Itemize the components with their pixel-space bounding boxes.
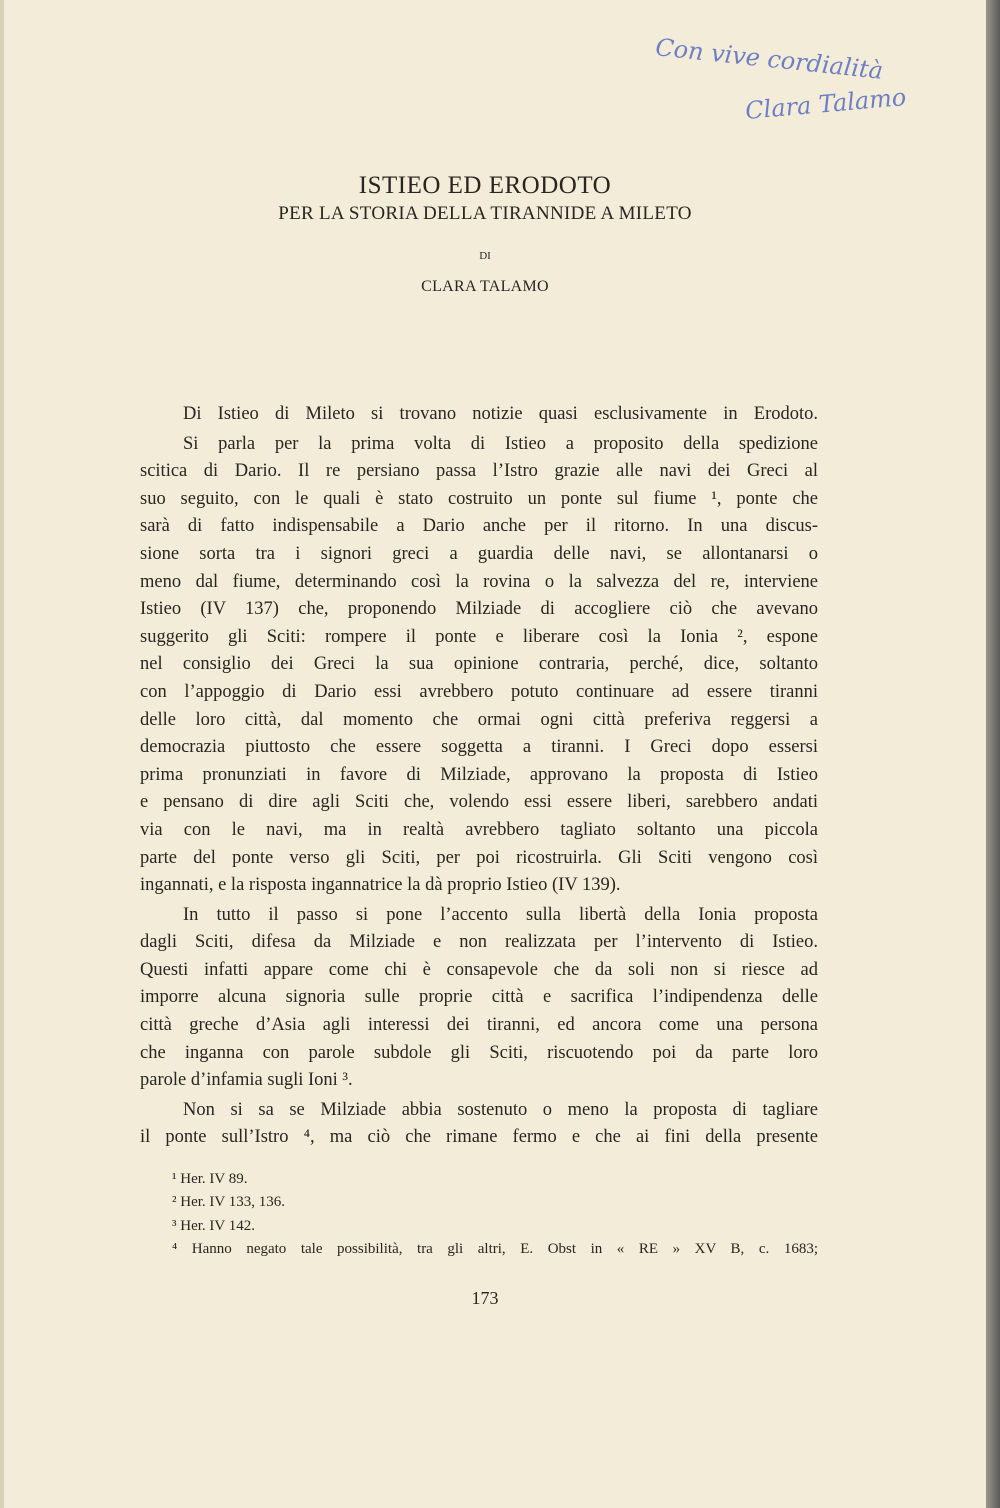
text-line: nel consiglio dei Greci la sua opinione contraria, perché, dice, soltanto (140, 654, 818, 675)
text-line: Si parla per la prima volta di Istieo a proposito della spedizione (183, 433, 818, 454)
text-line: suggerito gli Sciti: rompere il ponte e liberare così la Ionia ², espone (140, 626, 818, 647)
text-line: delle loro città, dal momento che ormai ogni città preferiva reggersi a (140, 709, 818, 730)
text-line: Questi infatti appare come chi è consapevole che da soli non si riesce ad (140, 959, 818, 980)
text-line: parte del ponte verso gli Sciti, per poi ricostruirla. Gli Sciti vengono così (140, 847, 818, 868)
text-line: ingannati, e la risposta ingannatrice la dà proprio Istieo (IV 139). (140, 875, 621, 896)
text-line: sione sorta tra i signori greci a guardia delle navi, se allontanarsi o (140, 543, 818, 564)
text-line: dagli Sciti, difesa da Milziade e non realizzata per l’intervento di Istieo. (140, 932, 818, 953)
byline-di: DI (479, 250, 491, 262)
text-line: democrazia piuttosto che essere soggetta a tiranni. I Greci dopo essersi (140, 737, 818, 758)
text-line: città greche d’Asia agli interessi dei tiranni, ed ancora come una persona (140, 1015, 818, 1036)
footnote: ² Her. IV 133, 136. (172, 1194, 285, 1211)
page-number: 173 (471, 1288, 499, 1308)
text-line: il ponte sull’Istro ⁴, ma ciò che rimane fermo e che ai fini della presente (140, 1127, 818, 1148)
handwritten-signature: Clara Talamo (744, 83, 908, 125)
text-line: Di Istieo di Mileto si trovano notizie quasi esclusivamente in Erodoto. (183, 404, 818, 424)
handwritten-dedication: Con vive cordialità (654, 33, 885, 85)
footnote: ³ Her. IV 142. (172, 1217, 255, 1234)
text-line: parole d’infamia sugli Ioni ³. (140, 1070, 353, 1091)
footnotes (172, 1168, 818, 1261)
text-line: via con le navi, ma in realtà avrebbero tagliato soltanto una piccola (140, 819, 818, 840)
text-line: meno dal fiume, determinando così la rovina o la salvezza del re, interviene (140, 571, 818, 592)
author-name: CLARA TALAMO (421, 278, 549, 295)
text-line: Istieo (IV 137) che, proponendo Milziade di accogliere ciò che avevano (140, 599, 818, 620)
article-title: ISTIEO ED ERODOTO (358, 172, 612, 199)
text-line: scitica di Dario. Il re persiano passa l’Istro grazie alle navi dei Greci al (140, 461, 818, 482)
scan-right-edge (986, 0, 1000, 1508)
footnote: ¹ Her. IV 89. (172, 1171, 248, 1187)
text-line: suo seguito, con le quali è stato costruito un ponte sul fiume ¹, ponte che (140, 488, 818, 509)
text-line: sarà di fatto indispensabile a Dario anche per il ritorno. In una discus- (140, 516, 818, 537)
footnote: ⁴ Hanno negato tale possibilità, tra gli altri, E. Obst in « RE » XV B, c. 1683; (172, 1240, 818, 1257)
text-line: Non si sa se Milziade abbia sostenuto o meno la proposta di tagliare (183, 1099, 818, 1120)
text-line: In tutto il passo si pone l’accento sulla libertà della Ionia proposta (183, 904, 818, 925)
text-line: imporre alcuna signoria sulle proprie città e sacrifica l’indipendenza delle (140, 987, 818, 1008)
text-line: prima pronunziati in favore di Milziade, approvano la proposta di Istieo (140, 764, 818, 785)
body-text (140, 401, 818, 1152)
text-line: con l’appoggio di Dario essi avrebbero potuto continuare ad essere tiranni (140, 681, 818, 702)
page-left-edge (0, 0, 4, 1508)
text-line: che inganna con parole subdole gli Sciti, riscuotendo poi da parte loro (140, 1042, 818, 1063)
article-subtitle: PER LA STORIA DELLA TIRANNIDE A MILETO (278, 203, 692, 224)
text-line: e pensano di dire agli Sciti che, volendo essi essere liberi, sarebbero andati (140, 792, 818, 813)
